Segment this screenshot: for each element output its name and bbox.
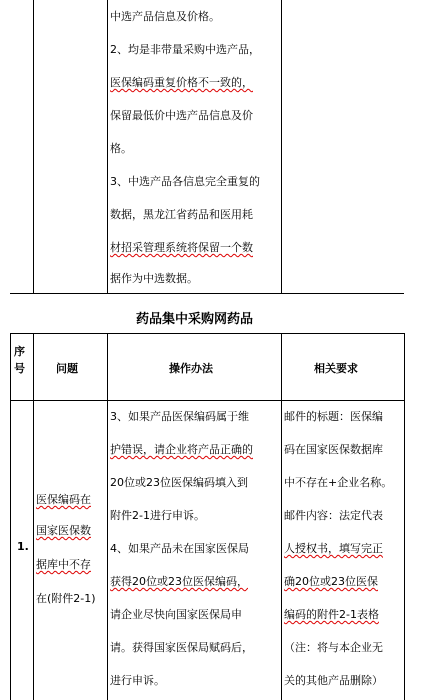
top-line-3: 医保编码重复价格不一致的，	[110, 76, 253, 89]
top-line-8: 材招采管理系统将保留一个数	[110, 241, 253, 254]
table-top-border	[10, 333, 404, 334]
header-problem: 问题	[56, 362, 78, 375]
top-line-6: 3、中选产品各信息完全重复的	[110, 175, 260, 188]
top-line-1: 中选产品信息及价格。	[110, 10, 220, 23]
table-col-divider-1	[33, 333, 34, 700]
method-line-1: 3、如果产品医保编码属于维	[110, 410, 249, 423]
top-line-4: 保留最低价中选产品信息及价	[110, 109, 253, 122]
header-requirements: 相关要求	[314, 362, 358, 375]
top-table-divider-1	[107, 0, 108, 293]
req-line-5: 人授权书，填写完正	[284, 542, 383, 555]
method-line-2: 护错误，请企业将产品正确的	[110, 443, 253, 456]
row-1-number: 1.	[17, 540, 29, 553]
top-table-bottom-border	[10, 293, 404, 294]
table-col-divider-2	[107, 333, 108, 700]
top-line-7: 数据，黑龙江省药品和医用耗	[110, 208, 253, 221]
problem-line-2: 国家医保数	[36, 524, 91, 537]
table-header-bottom-border	[10, 400, 404, 401]
problem-line-4: 在(附件2-1)	[36, 592, 96, 605]
top-table-left-border	[33, 0, 34, 293]
req-line-2: 码在国家医保数据库	[284, 443, 383, 456]
top-table-divider-2	[281, 0, 282, 293]
method-line-4: 附件2-1进行申诉。	[110, 509, 205, 522]
problem-line-1: 医保编码在	[36, 493, 91, 506]
table-left-border	[10, 333, 11, 700]
method-line-6: 获得20位或23位医保编码，	[110, 575, 248, 588]
req-line-4: 邮件内容：法定代表	[284, 509, 383, 522]
req-line-7: 编码的附件2-1表格	[284, 608, 379, 621]
method-line-3: 20位或23位医保编码填入到	[110, 476, 248, 489]
table-right-border	[404, 333, 405, 700]
method-line-5: 4、如果产品未在国家医保局	[110, 542, 249, 555]
req-line-9: 关的其他产品删除）	[284, 674, 383, 687]
table-col-divider-3	[281, 333, 282, 700]
req-line-6: 确20位或23位医保	[284, 575, 378, 588]
method-line-8: 请。获得国家医保局赋码后，	[110, 641, 253, 654]
req-line-1: 邮件的标题：医保编	[284, 410, 383, 423]
method-line-7: 请企业尽快向国家医保局申	[110, 608, 242, 621]
req-line-3: 中不存在+企业名称。	[284, 476, 393, 489]
top-line-5: 格。	[110, 142, 132, 155]
header-method: 操作办法	[169, 362, 213, 375]
section-title: 药品集中采购网药品	[136, 312, 254, 327]
method-line-9: 进行申诉。	[110, 674, 165, 687]
header-no: 序号	[14, 345, 25, 375]
top-line-2: 2、均是非带量采购中选产品，	[110, 43, 260, 56]
top-line-9: 据作为中选数据。	[110, 272, 198, 285]
req-line-8: （注：将与本企业无	[284, 641, 383, 654]
problem-line-3: 据库中不存	[36, 558, 91, 571]
